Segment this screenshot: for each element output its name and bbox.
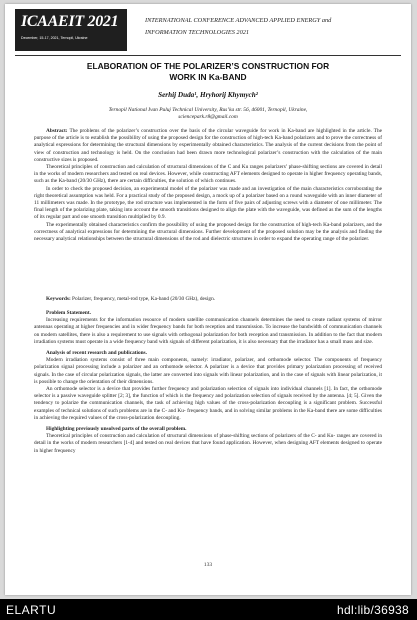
paper-page (5, 4, 411, 595)
title-line-1: ELABORATION OF THE POLARIZER’S CONSTRUCTION FOR (86, 61, 330, 71)
title-line-2: WORK IN Ka-BAND (169, 72, 247, 82)
conference-line-2: INFORMATION TECHNOLOGIES 2021 (145, 29, 250, 36)
abstract-label: Abstract: (46, 128, 68, 134)
section-problem-paragraph: Increasing requirements for the information resource of modern satellite communication channels determines the need to create radiant systems of mirror antennas operating at higher frequencies and in wider frequency bands for both reception and transmission. To increase the bandwidth of communication channels on modern satellites, there is also a requirement to use signals with orthogonal polarization for both reception and transmission. In addition to the fact that modern irradiation systems must operate in a wide frequency band with signals of different polarization, it is also necessary that the irradiator has a small mass and size. (34, 317, 382, 345)
body-block (34, 310, 382, 455)
abstract-paragraph-2: Theoretical principles of construction and calculation of structural dimensions of the C and Ku ranges polarizers’ phase-shifting sections are covered in detail in the works of modern researchers and tested on real devices. However, while constructing AFT elements designed to operate in higher frequency operating bands, such as the Ka-band (20/30 GHz), there are certain difficulties, the solution of which continues. (34, 164, 382, 185)
section-heading-unsolved: Highlighting previously unsolved parts of the overall problem. (46, 426, 187, 433)
conference-logo (15, 9, 127, 51)
keywords-paragraph (34, 296, 382, 303)
logo-text: ICAAEIT 2021 (21, 13, 119, 30)
conference-header (145, 15, 400, 39)
footer-repository-name: ELARTU (6, 603, 57, 617)
conference-line-1: INTERNATIONAL CONFERENCE ADVANCED APPLIED ENERGY and (145, 17, 332, 24)
abstract-paragraph-4: The experimentally obtained characteristics confirm the possibility of using the proposed design for the construction of high-tech Ka-band polarizers, and the correctness of analytical expressions for determining the structural dimensions. Further development of the proposed solution may be the analysis and finding the necessary analytical relationships between the structural dimensions of the rod and dielectric structures in order to expand the operating range of the polarizer. (34, 221, 382, 243)
author-affiliation (35, 107, 381, 122)
logo-subtext: December, 15-17, 2021, Ternopil, Ukraine (21, 36, 88, 40)
keywords-block (34, 296, 382, 303)
keywords-label: Keywords: (46, 296, 71, 302)
abstract-paragraph-3: In order to check the proposed decision, an experimental model of the polarizer was made and an investigation of the main characteristics corroborating the right theoretical assumption was held. For a practical study of the proposed design, a mock up of a polarizer based on a round waveguide with an inner diameter of 11 millimeters was made. In the prototype, the rod structure was implemented in the form of five pairs of adjusting screws with a diameter of one millimeter. The final length of the polarizing plate, taking into account the smooth transitions designed to align the plate with the waveguide, was defined as the sum of the lengths of its regular part and one smooth transition multiplied by 0.9. (34, 185, 382, 221)
section-heading-problem: Problem Statement. (46, 310, 91, 316)
affiliation-line-1: Ternopil National Ivan Puluj Technical University, Rus’ka str. 56, 46001, Ternopil, Ukraine, (108, 107, 308, 113)
keywords-text: Polarizer, frequency, metal-rod type, Ka-band (20/30 GHz), design. (72, 296, 216, 302)
affiliation-email: sciencepark.r8@gmail.com (178, 114, 238, 121)
section-analysis-paragraph-2: An orthomode selector is a device that provides further frequency and polarization selection of signals into individual channels [1]. In fact, the orthomode selector is a passive waveguide splitter [2; 3], the function of which is the frequency and polarization selection of signals received by the antenna. [4; 5]. Given the tendency to polarize the communication channels, the task of achieving high values of the cross-polarization decoupling is a significant problem. Successful examples of technical solutions of such problems are in the C- and Ku- frequency bands, and in solving similar problems in the Ka-band there are some difficulties in achieving the required values of the cross-polarization decoupling. (34, 386, 382, 421)
header-divider (15, 55, 401, 56)
section-analysis-paragraph-1: Modern irradiation systems consist of three main components, namely: irradiator, polarizer, and orthomode selector. The components of frequency polarization signal processing include a polarizer and an orthomode selector. A polarizer is a device that provides primary polarization processing of received signals. In the case of circular polarization signals, the latter are converted into signals with linear polarization, and in the case of signals with linear polarization, it is possible to change the orientation of their dimensions. (34, 357, 382, 385)
abstract-text-1: The problems of the polarizer’s construction over the basis of the circular waveguide for work in Ka-band are highlighted in the article. The purpose of the article is to establish the possibility of using the proposed design for the construction of high-tech Ka-band polarizers and to prove the correctness of analytical expressions for determining the structural dimensions by experimentally obtained characteristics. The analysis of the current decisions from the point of view of construction and technology is held. On the conclusion had been drawn more technological polarizer’s construction with the calculation of the main constructive sizes is proposed. (34, 128, 382, 163)
paper-authors: Serhij Duda¹, Hryhorij Khymych² (158, 91, 258, 99)
paper-title (25, 61, 391, 83)
section-heading-analysis: Analysis of recent research and publications. (46, 350, 147, 357)
section-unsolved-paragraph: Theoretical principles of construction and calculation of structural dimensions of phase-shifting sections of polarizers of the C- and Ku- ranges are covered in detail in the works of modern researchers [1-4] and tested on real devices that have found application. However, when designing AFT elements designed to operate in higher frequency (34, 433, 382, 454)
footer-handle-link[interactable]: hdl:lib/36938 (337, 603, 409, 617)
abstract-block (34, 128, 382, 243)
abstract-paragraph-1 (34, 128, 382, 164)
footer-bar (0, 599, 417, 620)
page-number: 133 (203, 562, 213, 568)
